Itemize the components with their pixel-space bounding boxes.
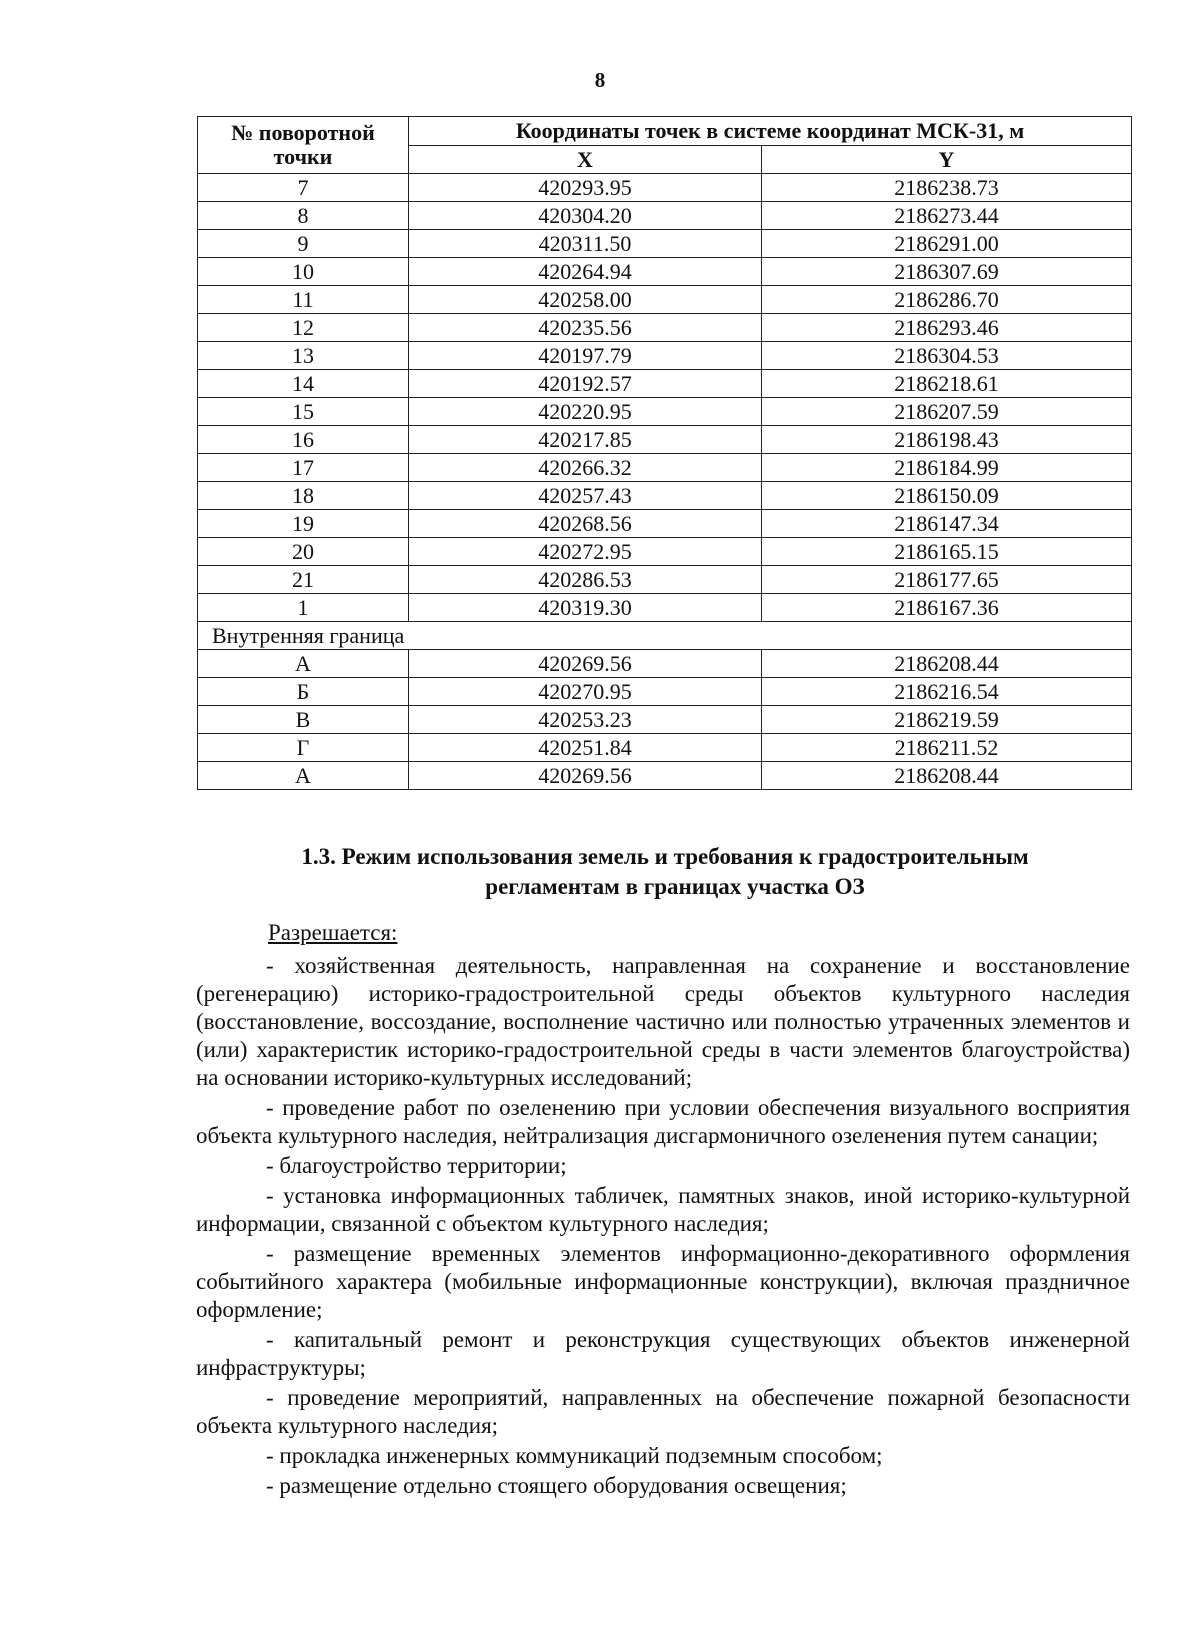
point-cell: А xyxy=(198,650,409,678)
y-cell: 2186307.69 xyxy=(762,258,1132,286)
table-row xyxy=(198,762,1132,790)
y-cell: 2186216.54 xyxy=(762,678,1132,706)
x-cell: 420311.50 xyxy=(409,230,762,258)
table-row xyxy=(198,174,1132,202)
y-cell: 2186184.99 xyxy=(762,454,1132,482)
x-cell: 420270.95 xyxy=(409,678,762,706)
point-cell: 10 xyxy=(198,258,409,286)
point-cell: 11 xyxy=(198,286,409,314)
point-cell: 21 xyxy=(198,566,409,594)
allowed-heading: Разрешается: xyxy=(268,920,398,945)
y-cell: 2186167.36 xyxy=(762,594,1132,622)
x-cell: 420269.56 xyxy=(409,650,762,678)
list-item: - благоустройство территории; xyxy=(266,1153,567,1178)
x-cell: 420253.23 xyxy=(409,706,762,734)
x-cell: 420197.79 xyxy=(409,342,762,370)
point-cell: 19 xyxy=(198,510,409,538)
table-row xyxy=(198,482,1132,510)
y-cell: 2186207.59 xyxy=(762,398,1132,426)
point-cell: 18 xyxy=(198,482,409,510)
list-item: - размещение отдельно стоящего оборудования освещения; xyxy=(266,1473,847,1498)
point-number-header xyxy=(198,117,409,174)
point-cell: В xyxy=(198,706,409,734)
x-cell: 420286.53 xyxy=(409,566,762,594)
y-cell: 2186165.15 xyxy=(762,538,1132,566)
table-row xyxy=(198,370,1132,398)
table-row xyxy=(198,510,1132,538)
y-cell: 2186147.34 xyxy=(762,510,1132,538)
y-cell: 2186208.44 xyxy=(762,762,1132,790)
x-cell: 420192.57 xyxy=(409,370,762,398)
list-item: - размещение временных элементов информационно-декоративного оформления событийного характера (мобильные информационные конструкции), включая праздничное оформление; xyxy=(196,1241,1130,1322)
point-cell: 1 xyxy=(198,594,409,622)
x-cell: 420266.32 xyxy=(409,454,762,482)
y-column-header: Y xyxy=(762,146,1132,174)
list-item: - установка информационных табличек, памятных знаков, иной историко-культурной информации, связанной с объектом культурного наследия; xyxy=(196,1183,1130,1236)
table-row xyxy=(198,566,1132,594)
table-row xyxy=(198,706,1132,734)
point-cell: 20 xyxy=(198,538,409,566)
inner-boundary-label: Внутренняя граница xyxy=(198,622,1132,650)
x-cell: 420304.20 xyxy=(409,202,762,230)
table-row xyxy=(198,258,1132,286)
table-row xyxy=(198,398,1132,426)
point-cell: 17 xyxy=(198,454,409,482)
point-cell: Б xyxy=(198,678,409,706)
x-cell: 420293.95 xyxy=(409,174,762,202)
point-number-header-line-2: точки xyxy=(273,144,333,169)
x-cell: 420268.56 xyxy=(409,510,762,538)
x-cell: 420257.43 xyxy=(409,482,762,510)
table-row xyxy=(198,734,1132,762)
y-cell: 2186273.44 xyxy=(762,202,1132,230)
x-cell: 420319.30 xyxy=(409,594,762,622)
y-cell: 2186291.00 xyxy=(762,230,1132,258)
y-cell: 2186286.70 xyxy=(762,286,1132,314)
point-cell: А xyxy=(198,762,409,790)
point-number-header-line-1: № поворотной xyxy=(231,120,375,145)
point-cell: 13 xyxy=(198,342,409,370)
x-cell: 420220.95 xyxy=(409,398,762,426)
x-cell: 420251.84 xyxy=(409,734,762,762)
section-title-line-1: 1.3. Режим использования земель и требования к градостроительным xyxy=(301,844,1029,869)
y-cell: 2186218.61 xyxy=(762,370,1132,398)
coordinates-header: Координаты точек в системе координат МСК-31, м xyxy=(409,117,1132,146)
x-cell: 420272.95 xyxy=(409,538,762,566)
point-cell: 12 xyxy=(198,314,409,342)
y-cell: 2186198.43 xyxy=(762,426,1132,454)
y-cell: 2186150.09 xyxy=(762,482,1132,510)
list-item: - проведение работ по озеленению при условии обеспечения визуального восприятия объекта культурного наследия, нейтрализация дисгармоничного озеленения путем санации; xyxy=(196,1095,1130,1148)
x-cell: 420235.56 xyxy=(409,314,762,342)
x-cell: 420269.56 xyxy=(409,762,762,790)
inner-boundary-rows xyxy=(198,650,1132,790)
point-cell: 8 xyxy=(198,202,409,230)
inner-boundary-row xyxy=(198,622,1132,650)
list-item: - проведение мероприятий, направленных на обеспечение пожарной безопасности объекта культурного наследия; xyxy=(196,1385,1130,1438)
allowed-items-list xyxy=(196,952,1130,1502)
list-item: - прокладка инженерных коммуникаций подземным способом; xyxy=(266,1443,883,1468)
table-row xyxy=(198,342,1132,370)
table-row xyxy=(198,594,1132,622)
y-cell: 2186238.73 xyxy=(762,174,1132,202)
y-cell: 2186304.53 xyxy=(762,342,1132,370)
x-cell: 420217.85 xyxy=(409,426,762,454)
y-cell: 2186208.44 xyxy=(762,650,1132,678)
list-item: - капитальный ремонт и реконструкция существующих объектов инженерной инфраструктуры; xyxy=(196,1327,1130,1380)
point-cell: 16 xyxy=(198,426,409,454)
point-cell: 15 xyxy=(198,398,409,426)
table-row xyxy=(198,538,1132,566)
coordinates-table xyxy=(197,116,1132,790)
table-row xyxy=(198,286,1132,314)
table-row xyxy=(198,650,1132,678)
x-cell: 420264.94 xyxy=(409,258,762,286)
table-row xyxy=(198,454,1132,482)
section-title xyxy=(0,842,1200,902)
point-cell: 9 xyxy=(198,230,409,258)
point-cell: 14 xyxy=(198,370,409,398)
point-cell: Г xyxy=(198,734,409,762)
point-cell: 7 xyxy=(198,174,409,202)
page-number: 8 xyxy=(594,68,606,92)
x-column-header: X xyxy=(409,146,762,174)
y-cell: 2186177.65 xyxy=(762,566,1132,594)
outer-boundary-rows xyxy=(198,174,1132,622)
y-cell: 2186211.52 xyxy=(762,734,1132,762)
section-title-line-2: регламентам в границах участка ОЗ xyxy=(485,874,865,899)
table-row xyxy=(198,314,1132,342)
x-cell: 420258.00 xyxy=(409,286,762,314)
table-row xyxy=(198,678,1132,706)
y-cell: 2186293.46 xyxy=(762,314,1132,342)
y-cell: 2186219.59 xyxy=(762,706,1132,734)
table-row xyxy=(198,426,1132,454)
table-row xyxy=(198,230,1132,258)
list-item: - хозяйственная деятельность, направленная на сохранение и восстановление (регенерацию) историко-градостроительной среды объектов культурного наследия (восстановление, воссоздание, восполнение частично или полностью утраченных элементов и (или) характеристик историко-градостроительной среды в части элементов благоустройства) на основании историко-культурных исследований; xyxy=(196,953,1130,1090)
table-row xyxy=(198,202,1132,230)
